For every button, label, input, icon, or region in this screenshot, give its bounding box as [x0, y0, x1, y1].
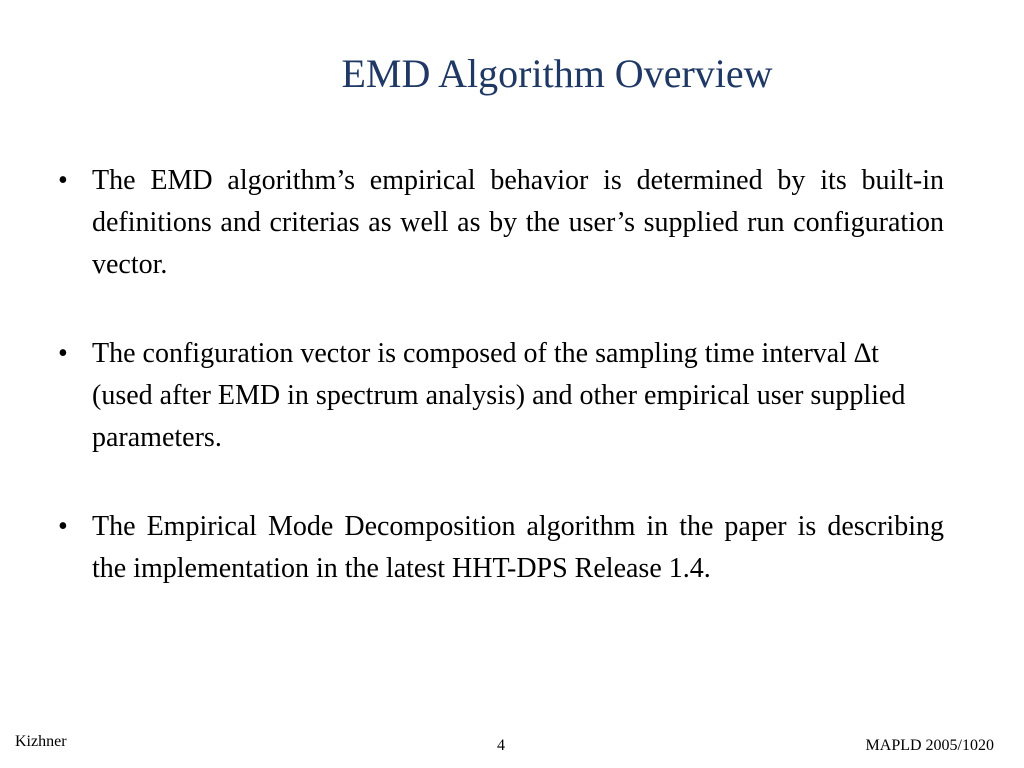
- bullet-item: [58, 333, 944, 459]
- bullet-list: [58, 160, 944, 637]
- bullet-text: The EMD algorithm’s empirical behavior is determined by its built-in definitions and criterias as well as by the user’s supplied run configuration vector.: [92, 165, 944, 280]
- slide-title: EMD Algorithm Overview: [341, 51, 773, 96]
- bullet-text: The Empirical Mode Decomposition algorithm in the paper is describing the implementation in the latest HHT-DPS Release 1.4.: [92, 511, 944, 584]
- bullet-item: [58, 160, 944, 286]
- bullet-item: [58, 506, 944, 590]
- bullet-marker: •: [58, 338, 68, 369]
- bullet-marker: •: [58, 511, 68, 542]
- bullet-marker: •: [58, 165, 68, 196]
- footer-event: MAPLD 2005/1020: [865, 737, 994, 754]
- bullet-text: The configuration vector is composed of the sampling time interval ∆t (used after EMD in spectrum analysis) and other empirical user supplied parameters.: [92, 338, 906, 453]
- footer-page-number: 4: [497, 737, 505, 754]
- footer-author: Kizhner: [15, 733, 67, 750]
